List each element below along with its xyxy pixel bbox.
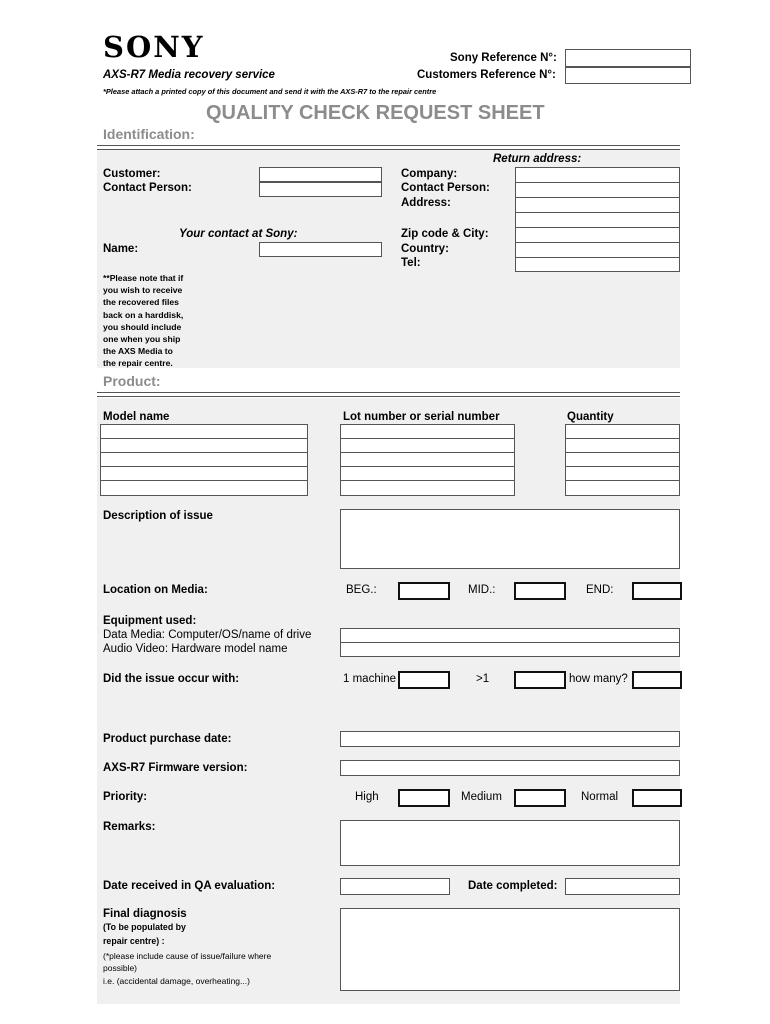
purchase-date-label: Product purchase date: [103,733,232,745]
customer-field[interactable] [259,167,382,182]
populated-by-note-1: (To be populated by [103,922,186,932]
lot-number-header: Lot number or serial number [343,411,500,423]
model-name-cell[interactable] [100,438,308,453]
beg-field[interactable] [398,582,450,600]
sony-logo: SONY [103,30,205,64]
customers-reference-label: Customers Reference N°: [417,69,556,81]
priority-medium-field[interactable] [514,789,566,807]
date-received-field[interactable] [340,878,450,895]
return-contact-field[interactable] [515,182,680,198]
purchase-date-field[interactable] [340,731,680,747]
country-field[interactable] [515,242,680,258]
one-machine-field[interactable] [398,671,450,689]
note-line: the repair centre. [103,358,173,369]
final-diagnosis-label: Final diagnosis [103,908,187,920]
priority-normal-label: Normal [581,791,619,803]
quantity-cell[interactable] [565,480,680,496]
end-field[interactable] [632,582,682,600]
customer-label: Customer: [103,168,161,180]
model-name-header: Model name [103,411,170,423]
date-completed-field[interactable] [565,878,680,895]
more-than-one-field[interactable] [514,671,566,689]
how-many-field[interactable] [632,671,682,689]
zip-city-label: Zip code & City: [401,228,489,240]
quantity-cell[interactable] [565,438,680,453]
model-name-cell[interactable] [100,452,308,467]
note-line: you should include [103,321,182,332]
priority-high-label: High [355,791,379,803]
note-line: one when you ship [103,334,181,345]
issue-occur-label: Did the issue occur with: [103,673,240,685]
model-name-cell[interactable] [100,480,308,496]
location-label: Location on Media: [103,584,208,596]
country-label: Country: [401,243,449,255]
equipment-label: Equipment used: [103,615,197,627]
priority-normal-field[interactable] [632,789,682,807]
model-name-cell[interactable] [100,424,308,439]
data-media-label: Data Media: Computer/OS/name of drive [103,629,312,641]
address-field-2[interactable] [515,212,680,228]
address-label: Address: [401,197,451,209]
sony-reference-label: Sony Reference N°: [450,52,557,64]
mid-field[interactable] [514,582,566,600]
note-line: the recovered files [103,297,179,308]
lot-number-cell[interactable] [340,424,515,439]
return-address-label: Return address: [493,153,582,165]
identification-title: Identification: [103,126,195,142]
date-received-label: Date received in QA evaluation: [103,880,276,892]
end-label: END: [586,584,614,596]
service-name: AXS-R7 Media recovery service [103,69,275,81]
note-line: back on a harddisk, [103,309,184,320]
example-note: i.e. (accidental damage, overheating...) [103,976,250,986]
tel-label: Tel: [401,257,421,269]
final-diagnosis-field[interactable] [340,908,680,991]
page-title: QUALITY CHECK REQUEST SHEET [206,102,545,124]
contact-person-right-label: Contact Person: [401,182,490,194]
model-name-cell[interactable] [100,466,308,481]
note-line: **Please note that if [103,273,184,283]
product-title: Product: [103,373,161,389]
quantity-cell[interactable] [565,424,680,439]
firmware-field[interactable] [340,760,680,776]
audio-video-field[interactable] [340,642,680,657]
priority-medium-label: Medium [461,791,502,803]
lot-number-cell[interactable] [340,438,515,453]
description-label: Description of issue [103,510,213,522]
your-contact-label: Your contact at Sony: [179,228,298,240]
customers-reference-field[interactable] [565,67,691,84]
company-label: Company: [401,168,458,180]
mid-label: MID.: [468,584,496,596]
beg-label: BEG.: [346,584,377,596]
lot-number-cell[interactable] [340,452,515,467]
company-field[interactable] [515,167,680,183]
populated-by-note-2: repair centre) : [103,936,165,946]
sony-contact-name-field[interactable] [259,242,382,257]
address-field-1[interactable] [515,197,680,213]
note-line: the AXS Media to [103,346,173,357]
include-cause-note-2: possible) [103,963,138,973]
audio-video-label: Audio Video: Hardware model name [103,643,288,655]
firmware-label: AXS-R7 Firmware version: [103,762,248,774]
priority-high-field[interactable] [398,789,450,807]
priority-label: Priority: [103,791,148,803]
more-than-one-label: >1 [476,673,490,685]
description-field[interactable] [340,509,680,569]
contact-person-field[interactable] [259,182,382,197]
quantity-header: Quantity [567,411,614,423]
sony-reference-field[interactable] [565,49,691,67]
zip-city-field[interactable] [515,227,680,243]
contact-person-label: Contact Person: [103,182,192,194]
include-cause-note-1: (*please include cause of issue/failure where [103,951,272,961]
note-line: you wish to receive [103,285,183,296]
product-divider [97,392,680,397]
attach-note: *Please attach a printed copy of this document and send it with the AXS-R7 to the repair centre [103,87,437,96]
remarks-label: Remarks: [103,821,156,833]
date-completed-label: Date completed: [468,880,558,892]
how-many-label: how many? [569,673,628,685]
one-machine-label: 1 machine [343,673,397,685]
harddisk-note [103,272,213,370]
tel-field[interactable] [515,257,680,272]
name-label: Name: [103,243,139,255]
quantity-cell[interactable] [565,452,680,467]
lot-number-cell[interactable] [340,466,515,481]
quantity-cell[interactable] [565,466,680,481]
remarks-field[interactable] [340,820,680,866]
data-media-field[interactable] [340,628,680,643]
lot-number-cell[interactable] [340,480,515,496]
